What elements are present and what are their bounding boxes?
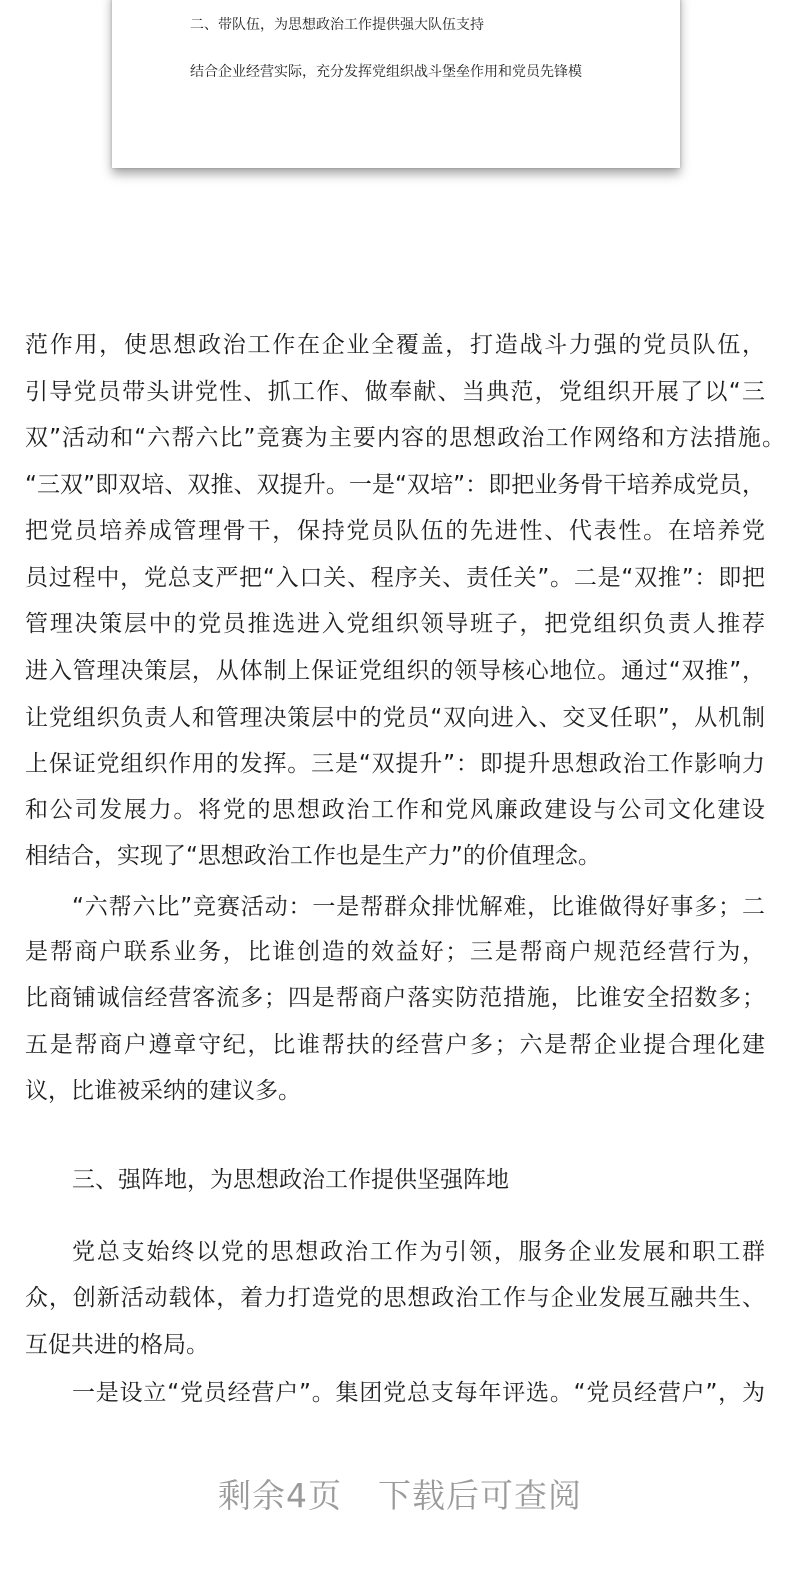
text-line: 让党组织负责人和管理决策层中的党员“双向进入、交叉任职”，从机制 (25, 705, 765, 731)
text-line: 党总支始终以党的思想政治工作为引领，服务企业发展和职工群 (72, 1239, 765, 1265)
card-paragraph: 结合企业经营实际，充分发挥党组织战斗堡垒作用和党员先锋模 (190, 64, 582, 80)
text-line: 议，比谁被采纳的建议多。 (25, 1078, 301, 1104)
text-line: 一是设立“党员经营户”。集团党总支每年评选。“党员经营户”，为 (72, 1380, 765, 1406)
text-line: 管理决策层中的党员推选进入党组织领导班子，把党组织负责人推荐 (25, 611, 765, 637)
remaining-pages-label: 剩余4页 (218, 1476, 342, 1515)
text-line: 互促共进的格局。 (25, 1332, 209, 1358)
text-line: 范作用，使思想政治工作在企业全覆盖，打造战斗力强的党员队伍， (25, 332, 765, 358)
text-line: “六帮六比”竞赛活动：一是帮群众排忧解难，比谁做得好事多；二 (72, 894, 765, 920)
text-line: 众，创新活动载体，着力打造党的思想政治工作与企业发展互融共生、 (25, 1285, 765, 1311)
text-line: 比商铺诚信经营客流多；四是帮商户落实防范措施，比谁安全招数多； (25, 985, 765, 1011)
text-line: 进入管理决策层，从体制上保证党组织的领导核心地位。通过“双推”， (25, 658, 765, 684)
text-line: 是帮商户联系业务，比谁创造的效益好；三是帮商户规范经营行为， (25, 939, 765, 965)
download-to-view-link[interactable]: 下载后可查阅 (378, 1476, 582, 1515)
text-line: 员过程中，党总支严把“入口关、程序关、责任关”。二是“双推”：即把 (25, 565, 765, 591)
text-line: 五是帮商户遵章守纪，比谁帮扶的经营户多；六是帮企业提合理化建 (25, 1032, 765, 1058)
text-line: 和公司发展力。将党的思想政治工作和党风廉政建设与公司文化建设 (25, 797, 765, 823)
text-line: 引导党员带头讲党性、抓工作、做奉献、当典范，党组织开展了以“三 (25, 379, 765, 405)
text-line: 把党员培养成管理骨干，保持党员队伍的先进性、代表性。在培养党 (25, 518, 765, 544)
section-heading: 三、强阵地，为思想政治工作提供坚强阵地 (72, 1167, 509, 1193)
download-prompt[interactable] (0, 1470, 800, 1517)
section-heading: 二、带队伍，为思想政治工作提供强大队伍支持 (190, 17, 484, 33)
text-line: “三双”即双培、双推、双提升。一是“双培”：即把业务骨干培养成党员， (25, 472, 765, 498)
preview-page-card (112, 0, 680, 168)
text-line: 上保证党组织作用的发挥。三是“双提升”：即提升思想政治工作影响力 (25, 751, 765, 777)
text-line: 双”活动和“六帮六比”竞赛为主要内容的思想政治工作网络和方法措施。 (25, 425, 785, 451)
text-line: 相结合，实现了“思想政治工作也是生产力”的价值理念。 (25, 843, 601, 869)
